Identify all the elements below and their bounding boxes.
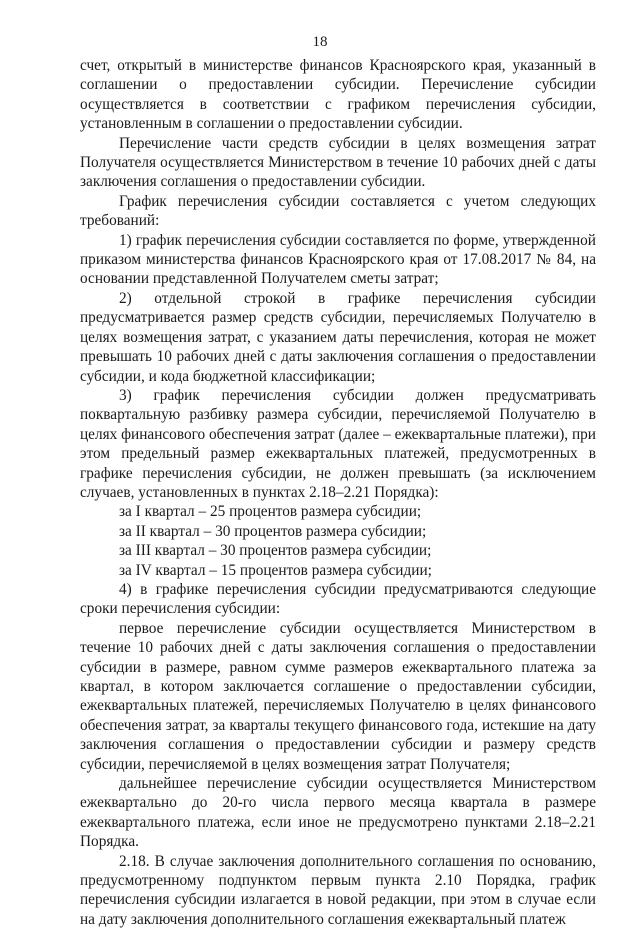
paragraph: 4) в графике перечисления субсидии предусматриваются следующие сроки перечисления субсидии: bbox=[80, 580, 596, 618]
paragraph: 2.18. В случае заключения дополнительного соглашения по основанию, предусмотренному подпунктом первым пункта 2.10 Порядка, график перечисления субсидии излагается в новой редакции, при этом в случае если на дату заключения дополнительного соглашения ежеквартальный платеж bbox=[80, 852, 596, 928]
paragraph: первое перечисление субсидии осуществляется Министерством в течение 10 рабочих дней с даты заключения соглашения о предоставлении субсидии в размере, равном сумме размеров ежеквартального платежа за квартал, в котором заключается соглашение о предоставлении субсидии, ежеквартальных платежей, перечисляемых Получателю в целях финансового обеспечения затрат, за кварталы текущего финансового года, истекшие на дату заключения соглашения о предоставлении субсидии и размеру средств субсидии, перечисляемой в целях возмещения затрат Получателя; bbox=[80, 619, 596, 773]
document-body bbox=[80, 56, 596, 929]
paragraph: за II квартал – 30 процентов размера субсидии; bbox=[119, 522, 427, 540]
paragraph: 2) отдельной строкой в графике перечисления субсидии предусматривается размер средств субсидии, перечисляемых Получателю в целях возмещения затрат, с указанием даты перечисления, которая не может превышать 10 рабочих дней с даты заключения соглашения о предоставлении субсидии, и кода бюджетной классификации; bbox=[80, 289, 596, 385]
paragraph: за I квартал – 25 процентов размера субсидии; bbox=[119, 503, 422, 521]
paragraph: за III квартал – 30 процентов размера субсидии; bbox=[119, 542, 432, 560]
page-number: 18 bbox=[312, 34, 328, 50]
paragraph: Перечисление части средств субсидии в целях возмещения затрат Получателя осуществляется Министерством в течение 10 рабочих дней с даты заключения соглашения о предоставлении субсидии. bbox=[80, 134, 596, 191]
paragraph: счет, открытый в министерстве финансов Красноярского края, указанный в соглашении о предоставлении субсидии. Перечисление субсидии осуществляется в соответствии с графиком перечисления субсидии, установленным в соглашении о предоставлении субсидии. bbox=[80, 57, 596, 133]
paragraph: График перечисления субсидии составляется с учетом следующих требований: bbox=[80, 192, 596, 230]
paragraph: 1) график перечисления субсидии составляется по форме, утвержденной приказом министерства финансов Красноярского края от 17.08.2017 № 84, на основании представленной Получателем сметы затрат; bbox=[80, 231, 596, 288]
paragraph: 3) график перечисления субсидии должен предусматривать поквартальную разбивку размера субсидии, перечисляемой Получателю в целях финансового обеспечения затрат (далее – ежеквартальные платежи), при этом предельный размер ежеквартальных платежей, предусмотренных в графике перечисления субсидии, не должен превышать (за исключением случаев, установленных в пунктах 2.18–2.21 Порядка): bbox=[80, 386, 596, 501]
paragraph: дальнейшее перечисление субсидии осуществляется Министерством ежеквартально до 20-го числа первого месяца квартала в размере ежеквартального платежа, если иное не предусмотрено пунктами 2.18–2.21 Порядка. bbox=[80, 775, 596, 851]
paragraph: за IV квартал – 15 процентов размера субсидии; bbox=[119, 561, 432, 579]
